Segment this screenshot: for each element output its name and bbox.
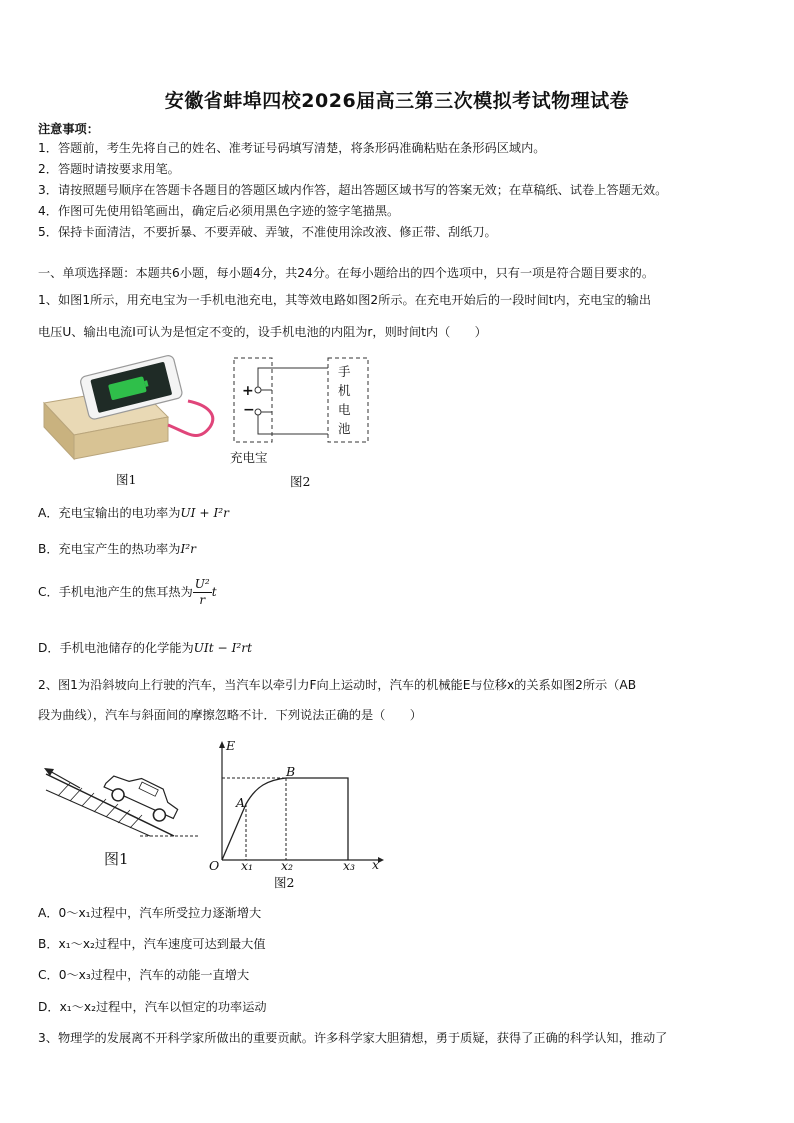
option-b: B．x₁～x₂过程中，汽车速度可达到最大值 bbox=[38, 937, 266, 951]
fraction bbox=[193, 577, 212, 608]
minus-sign: − bbox=[243, 402, 255, 418]
option-text: D．手机电池储存的化学能为 bbox=[38, 641, 194, 655]
notice-item: 2．答题时请按要求用笔。 bbox=[38, 162, 180, 176]
source-label: 充电宝 bbox=[230, 450, 268, 465]
graph-y-label: E bbox=[226, 738, 236, 753]
fraction-denominator: r bbox=[199, 593, 206, 607]
option-a: A．0～x₁过程中，汽车所受拉力逐渐增大 bbox=[38, 906, 262, 920]
option-formula: I²r bbox=[180, 542, 196, 556]
option-formula: UIt − I²rt bbox=[193, 641, 253, 655]
battery-label-char: 池 bbox=[338, 421, 351, 436]
notice-item: 1．答题前，考生先将自己的姓名、准考证号码填写清楚，将条形码准确粘贴在条形码区域内。 bbox=[38, 141, 546, 155]
car-on-slope-figure bbox=[40, 752, 200, 842]
option-d: D．x₁～x₂过程中，汽车以恒定的功率运动 bbox=[38, 1000, 267, 1014]
figure-caption: 图2 bbox=[290, 474, 311, 489]
notice-item: 4．作图可先使用铅笔画出，确定后必须用黑色字迹的签字笔描黑。 bbox=[38, 204, 400, 218]
question-2-stem: 2、图1为沿斜坡向上行驶的汽车，当汽车以牵引力F向上运动时，汽车的机械能E与位移x的关系如图2所示（AB bbox=[38, 678, 637, 692]
battery-label-char: 手 bbox=[338, 364, 351, 379]
option-formula: t bbox=[211, 585, 217, 599]
battery-label-char: 电 bbox=[338, 402, 351, 417]
figure-caption: 图2 bbox=[274, 875, 295, 890]
figure-caption: 图1 bbox=[104, 850, 129, 868]
question-3-stem: 3、物理学的发展离不开科学家所做出的重要贡献。许多科学家大胆猜想，勇于质疑，获得了正确的科学认知，推动了 bbox=[38, 1031, 668, 1045]
plus-sign: + bbox=[242, 383, 254, 399]
question-1-stem-cont: 电压U、输出电流I可认为是恒定不变的，设手机电池的内阻为r，则时间t内（ ） bbox=[38, 325, 487, 339]
option-d bbox=[38, 639, 252, 657]
energy-displacement-graph bbox=[206, 738, 386, 883]
powerbank-phone-figure bbox=[38, 355, 218, 467]
option-a bbox=[38, 504, 229, 522]
fraction-numerator: U² bbox=[194, 577, 210, 591]
figure-caption: 图1 bbox=[116, 472, 137, 487]
battery-label-char: 机 bbox=[338, 383, 351, 398]
option-text: C．手机电池产生的焦耳热为 bbox=[38, 585, 193, 599]
option-c bbox=[38, 577, 217, 608]
option-c: C．0～x₃过程中，汽车的动能一直增大 bbox=[38, 968, 250, 982]
graph-tick-x2: x₂ bbox=[281, 858, 294, 873]
graph-point-b: B bbox=[286, 764, 296, 779]
option-text: B．充电宝产生的热功率为 bbox=[38, 542, 181, 556]
page-title: 安徽省蚌埠四校2026届高三第三次模拟考试物理试卷 bbox=[164, 90, 630, 112]
graph-tick-x1: x₁ bbox=[241, 858, 254, 873]
notice-item: 3．请按照题号顺序在答题卡各题目的答题区域内作答，超出答题区域书写的答案无效；在草稿纸、试卷上答题无效。 bbox=[38, 183, 668, 197]
notice-heading: 注意事项： bbox=[38, 122, 99, 136]
notice-item: 5．保持卡面清洁，不要折暴、不要弄破、弄皱，不准使用涂改液、修正带、刮纸刀。 bbox=[38, 225, 497, 239]
option-formula: UI + I²r bbox=[180, 506, 229, 520]
graph-origin: O bbox=[209, 858, 220, 873]
graph-tick-x3: x₃ bbox=[343, 858, 356, 873]
question-1-stem: 1、如图1所示，用充电宝为一手机电池充电，其等效电路如图2所示。在充电开始后的一段时间t内，充电宝的输出 bbox=[38, 293, 652, 307]
graph-x-label: x bbox=[372, 857, 380, 872]
section-heading: 一、单项选择题：本题共6小题，每小题4分，共24分。在每小题给出的四个选项中，只有一项是符合题目要求的。 bbox=[38, 266, 655, 280]
graph-point-a: A bbox=[236, 795, 246, 810]
question-2-stem-cont: 段为曲线），汽车与斜面间的摩擦忽略不计．下列说法正确的是（ ） bbox=[38, 708, 422, 722]
option-b bbox=[38, 540, 196, 558]
option-text: A．充电宝输出的电功率为 bbox=[38, 506, 181, 520]
